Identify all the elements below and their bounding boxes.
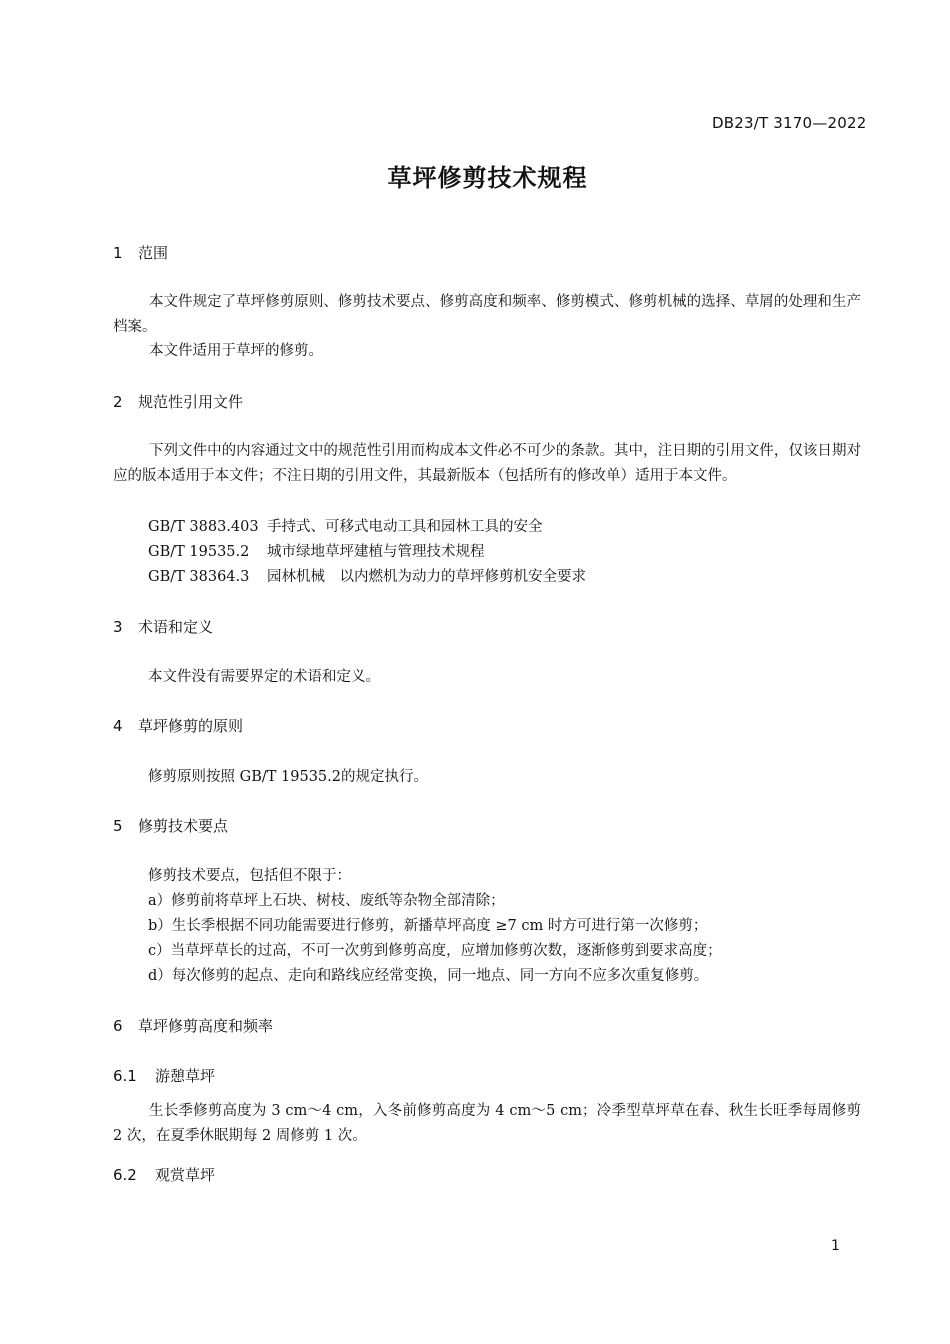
section-title: 草坪修剪高度和频率 <box>138 1017 274 1035</box>
paragraph: 下列文件中的内容通过文中的规范性引用而构成本文件必不可少的条款。其中，注日期的引用文件，仅该日期对应的版本适用于本文件；不注日期的引用文件，其最新版本（包括所有的修改单）适用于本文件。 <box>113 443 861 484</box>
section-number: 6 <box>113 1017 123 1035</box>
section-title: 范围 <box>138 244 169 262</box>
paragraph: 本文件适用于草坪的修剪。 <box>149 343 323 359</box>
section-2-body <box>113 439 861 488</box>
reference-title: 城市绿地草坪建植与管理技术规程 <box>267 544 485 560</box>
subsection-number: 6.2 <box>113 1166 137 1184</box>
reference-title: 手持式、可移式电动工具和园林工具的安全 <box>267 519 543 535</box>
section-1-heading <box>113 242 168 263</box>
paragraph: 修剪技术要点，包括但不限于： <box>148 868 351 884</box>
section-title: 规范性引用文件 <box>138 393 244 411</box>
reference-code: GB/T 38364.3 <box>148 569 250 585</box>
subsection-number: 6.1 <box>113 1067 137 1085</box>
subsection-title: 游憩草坪 <box>155 1067 216 1085</box>
section-1-body <box>113 290 861 364</box>
reference-item <box>148 565 586 586</box>
paragraph: 生长季修剪高度为 3 cm～4 cm，入冬前修剪高度为 4 cm～5 cm；冷季型草坪草在春、秋生长旺季每周修剪 2 次，在夏季休眠期每 2 周修剪 1 次。 <box>113 1103 861 1144</box>
subsection-6-2-heading <box>113 1164 215 1185</box>
section-6-heading <box>113 1015 273 1036</box>
document-title: 草坪修剪技术规程 <box>387 164 588 192</box>
standard-code: DB23/T 3170—2022 <box>712 114 867 132</box>
paragraph: 本文件没有需要界定的术语和定义。 <box>148 669 380 685</box>
section-5-heading <box>113 815 228 836</box>
section-4-heading <box>113 715 243 736</box>
list-item: d）每次修剪的起点、走向和路线应经常变换，同一地点、同一方向不应多次重复修剪。 <box>148 968 709 984</box>
section-number: 3 <box>113 618 123 636</box>
reference-code: GB/T 19535.2 <box>148 544 250 560</box>
section-title: 术语和定义 <box>138 618 214 636</box>
section-number: 5 <box>113 817 123 835</box>
list-item: b）生长季根据不同功能需要进行修剪，新播草坪高度 ≥7 cm 时方可进行第一次修剪； <box>148 918 708 934</box>
list-item: c）当草坪草长的过高，不可一次剪到修剪高度，应增加修剪次数，逐渐修剪到要求高度； <box>148 943 722 959</box>
reference-item <box>148 540 485 561</box>
section-3-heading <box>113 616 213 637</box>
subsection-6-1-heading <box>113 1065 215 1086</box>
paragraph: 本文件规定了草坪修剪原则、修剪技术要点、修剪高度和频率、修剪模式、修剪机械的选择、草屑的处理和生产档案。 <box>113 294 861 335</box>
subsection-title: 观赏草坪 <box>155 1166 216 1184</box>
section-number: 4 <box>113 717 123 735</box>
section-number: 2 <box>113 393 123 411</box>
reference-item <box>148 515 543 536</box>
section-title: 修剪技术要点 <box>138 817 229 835</box>
reference-title: 园林机械 以内燃机为动力的草坪修剪机安全要求 <box>267 569 586 585</box>
section-2-heading <box>113 391 243 412</box>
reference-code: GB/T 3883.403 <box>148 519 259 535</box>
section-title: 草坪修剪的原则 <box>138 717 244 735</box>
list-item: a）修剪前将草坪上石块、树枝、废纸等杂物全部清除； <box>148 893 505 909</box>
page-number: 1 <box>831 1238 840 1254</box>
paragraph: 修剪原则按照 GB/T 19535.2的规定执行。 <box>148 769 428 785</box>
section-number: 1 <box>113 244 123 262</box>
subsection-6-1-body <box>113 1099 861 1148</box>
